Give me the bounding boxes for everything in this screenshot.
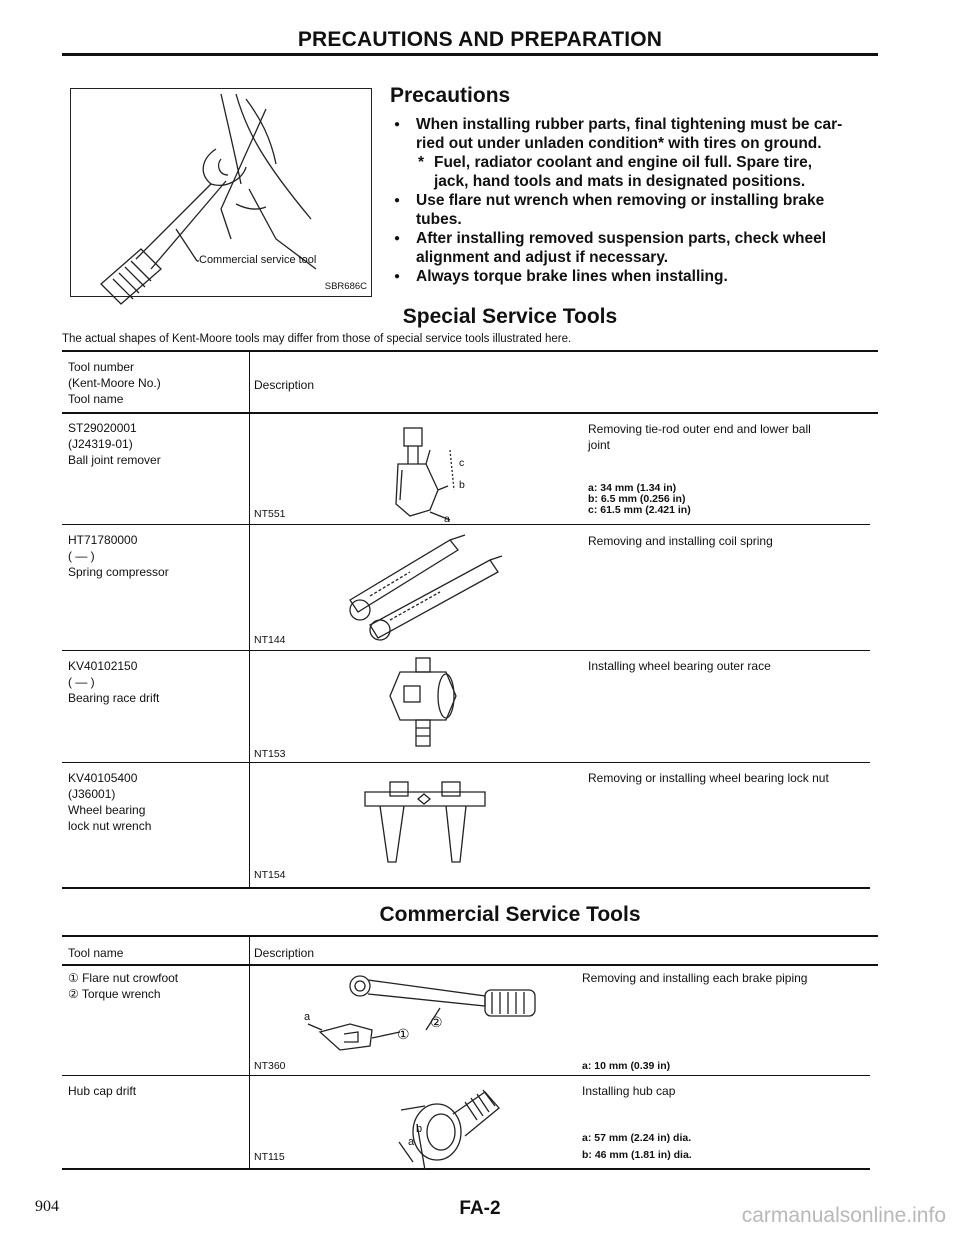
commercial-tools-heading xyxy=(0,903,960,927)
figure-code: NT144 xyxy=(254,634,286,646)
hub-cap-drift-illustration xyxy=(395,1080,505,1172)
tool-number: HT71780000 xyxy=(68,533,138,547)
table-header-rule xyxy=(62,412,878,414)
header-tool-number xyxy=(68,359,161,407)
bearing-race-drift-illustration xyxy=(380,656,470,754)
table-top-rule xyxy=(62,935,878,937)
lock-nut-wrench-illustration xyxy=(360,778,490,868)
tool-name: lock nut wrench xyxy=(68,819,152,833)
precaution-text: alignment and adjust if necessary. xyxy=(416,249,669,266)
tool-name: Spring compressor xyxy=(68,565,169,579)
page-title: PRECAUTIONS AND PREPARATION xyxy=(297,28,663,51)
spec-text: c: 61.5 mm (2.421 in) xyxy=(588,504,691,516)
tool-number: KV40105400 xyxy=(68,771,138,785)
precaution-item xyxy=(390,267,880,286)
kent-moore-number: ( — ) xyxy=(68,549,95,563)
tool-description xyxy=(588,421,811,453)
callout-2: ② xyxy=(430,1014,443,1030)
table-bottom-rule xyxy=(62,887,870,889)
watermark: carmanualsonline.info xyxy=(741,1204,946,1227)
tool-number: ST29020001 xyxy=(68,421,137,435)
precautions-list xyxy=(390,115,880,286)
spec-text: b: 6.5 mm (0.256 in) xyxy=(588,493,686,505)
precaution-item xyxy=(390,229,880,267)
column-divider xyxy=(249,937,250,1168)
header-description: Description xyxy=(254,946,315,960)
header-text: (Kent-Moore No.) xyxy=(68,376,161,390)
tool-description: Installing hub cap xyxy=(582,1084,676,1098)
spec-text: a: 34 mm (1.34 in) xyxy=(588,482,677,494)
kent-moore-number: (J24319-01) xyxy=(68,437,133,451)
kent-moore-number: (J36001) xyxy=(68,787,116,801)
description-text: Removing tie-rod outer end and lower ball xyxy=(588,422,811,436)
row-divider xyxy=(62,1075,870,1076)
row-divider xyxy=(62,650,870,651)
callout-1: ① xyxy=(397,1026,410,1042)
spec-text: a: 10 mm (0.39 in) xyxy=(582,1060,671,1072)
dimension-label: a xyxy=(444,513,450,525)
tool-description: Removing and installing each brake piping xyxy=(582,971,808,985)
tool-id-cell: Hub cap drift xyxy=(68,1084,137,1098)
tool-description: Removing or installing wheel bearing lock nut xyxy=(588,771,829,785)
figure-code: NT360 xyxy=(254,1060,286,1072)
precaution-text: ● After installing removed suspension parts, check wheel xyxy=(416,230,827,247)
tool-id-cell xyxy=(68,420,161,468)
table-header-rule xyxy=(62,964,878,966)
precaution-item xyxy=(390,191,880,229)
dimension-label: a xyxy=(408,1136,415,1148)
precaution-text: ● When installing rubber parts, final tightening must be car- xyxy=(416,116,843,133)
tool-specs xyxy=(588,483,691,516)
row-divider xyxy=(62,524,870,525)
table-top-rule xyxy=(62,350,878,352)
title-rule xyxy=(62,53,878,56)
precaution-note xyxy=(390,153,880,191)
figure-code: NT115 xyxy=(254,1151,285,1163)
precaution-text: ● Always torque brake lines when installing. xyxy=(416,268,728,285)
tool-specs xyxy=(582,1133,692,1161)
header-text: Tool name xyxy=(68,392,124,406)
figure-code: NT154 xyxy=(254,869,286,881)
dimension-label: b xyxy=(459,479,465,491)
description-text: joint xyxy=(588,438,611,452)
precaution-text: jack, hand tools and mats in designated positions. xyxy=(434,173,806,190)
tool-id-cell xyxy=(68,970,178,1002)
tool-description: Removing and installing coil spring xyxy=(588,534,773,548)
crowfoot-torque-wrench-illustration xyxy=(300,972,550,1062)
header-description: Description xyxy=(254,378,315,392)
header-tool-name: Tool name xyxy=(68,946,124,960)
tool-name: ② Torque wrench xyxy=(68,987,161,1001)
figure-code: NT551 xyxy=(254,508,286,520)
special-tools-note: The actual shapes of Kent-Moore tools may differ from those of special service tools illustrated here. xyxy=(62,333,572,345)
column-divider xyxy=(249,352,250,887)
tool-id-cell xyxy=(68,770,151,834)
spec-text: a: 57 mm (2.24 in) dia. xyxy=(582,1132,692,1144)
header-text: Tool number xyxy=(68,360,135,374)
figure-caption: Commercial service tool xyxy=(199,254,317,266)
precaution-text: ried out under unladen condition* with tires on ground. xyxy=(416,135,822,152)
tool-number: KV40102150 xyxy=(68,659,138,673)
commercial-tool-figure xyxy=(70,88,372,297)
precaution-text: ● Use flare nut wrench when removing or installing brake xyxy=(416,192,825,209)
precaution-text: * Fuel, radiator coolant and engine oil full. Spare tire, xyxy=(434,154,813,171)
page-number: 904 xyxy=(35,1198,59,1215)
ball-joint-remover-illustration xyxy=(390,420,490,524)
tool-description: Installing wheel bearing outer race xyxy=(588,659,771,673)
dimension-label: c xyxy=(459,457,465,469)
row-divider xyxy=(62,762,870,763)
precautions-heading: Precautions xyxy=(390,84,511,107)
dimension-label: b xyxy=(416,1123,423,1135)
dimension-label: a xyxy=(304,1011,311,1023)
spec-text: b: 46 mm (1.81 in) dia. xyxy=(582,1149,692,1161)
figure-code: SBR686C xyxy=(324,281,367,292)
tool-id-cell xyxy=(68,532,169,580)
kent-moore-number: ( — ) xyxy=(68,675,95,689)
spring-compressor-illustration xyxy=(340,530,510,650)
commercial-tools-heading-text: Commercial Service Tools xyxy=(379,903,641,926)
precaution-text: tubes. xyxy=(416,211,462,228)
tool-name: Wheel bearing xyxy=(68,803,146,817)
tool-name: Bearing race drift xyxy=(68,691,160,705)
tool-name: Ball joint remover xyxy=(68,453,161,467)
section-code: FA-2 xyxy=(459,1198,501,1219)
figure-code: NT153 xyxy=(254,748,286,760)
tool-name: ① Flare nut crowfoot xyxy=(68,971,179,985)
precaution-item xyxy=(390,115,880,153)
special-tools-heading-text: Special Service Tools xyxy=(402,305,618,328)
special-tools-heading xyxy=(0,305,960,329)
tool-id-cell xyxy=(68,658,159,706)
